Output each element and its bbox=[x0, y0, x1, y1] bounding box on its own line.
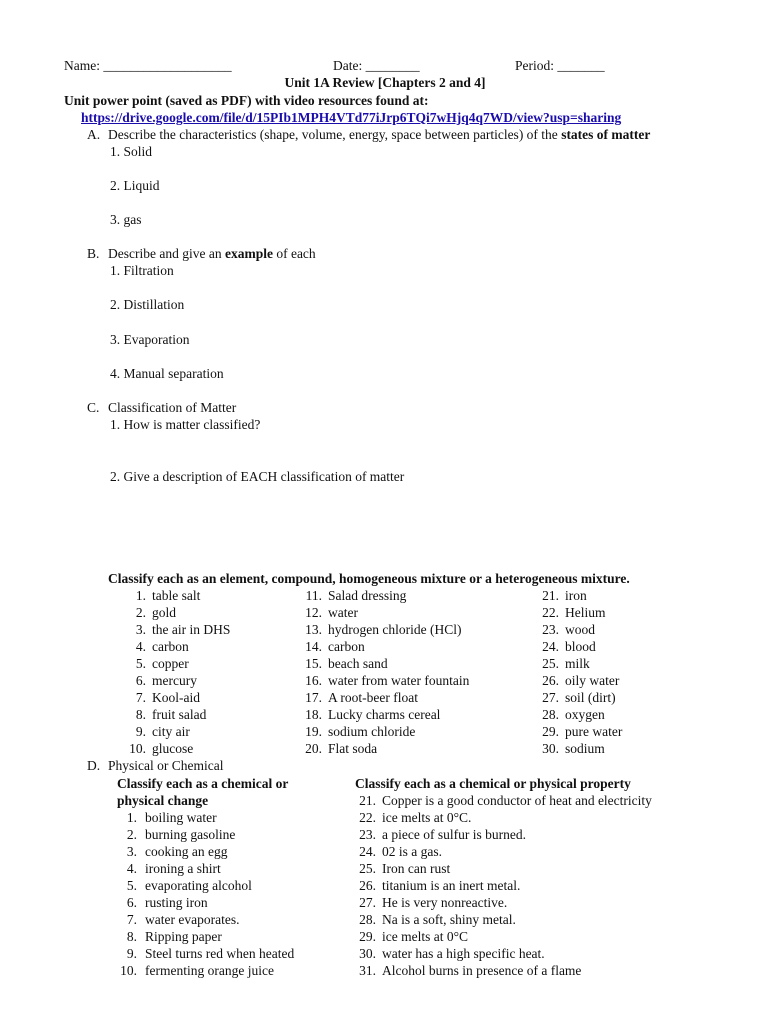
item-number: 13. bbox=[305, 622, 322, 637]
item-text: Copper is a good conductor of heat and electricity bbox=[382, 793, 652, 808]
item-text: water bbox=[328, 605, 358, 620]
item-text: titanium is an inert metal. bbox=[382, 878, 521, 893]
list-item bbox=[302, 587, 469, 604]
section-b-prompt-bold: example bbox=[224, 246, 273, 261]
list-item bbox=[302, 655, 469, 672]
list-item bbox=[302, 706, 469, 723]
item-text: sodium bbox=[565, 741, 605, 756]
item-text: ice melts at 0°C. bbox=[382, 810, 472, 825]
item-number: 25. bbox=[542, 656, 559, 671]
section-a-prompt-text: Describe the characteristics (shape, volume, energy, space between particles) of the bbox=[108, 127, 562, 142]
item-number: 5. bbox=[126, 878, 137, 893]
list-item bbox=[128, 672, 230, 689]
list-item bbox=[128, 706, 230, 723]
item-text: beach sand bbox=[328, 656, 388, 671]
list-item bbox=[539, 655, 622, 672]
list-item bbox=[539, 740, 622, 757]
list-item bbox=[356, 877, 652, 894]
list-item bbox=[539, 587, 622, 604]
item-number: 24. bbox=[359, 844, 376, 859]
item-number: 7. bbox=[126, 912, 137, 927]
item-text: milk bbox=[565, 656, 590, 671]
item-number: 8. bbox=[135, 707, 146, 722]
item-number: 25. bbox=[359, 861, 376, 876]
item-number: 21. bbox=[359, 793, 376, 808]
section-d-letter: D. bbox=[87, 758, 101, 773]
list-item bbox=[302, 638, 469, 655]
section-b-item: 3. Evaporation bbox=[110, 332, 190, 347]
name-field: Name: ___________________ bbox=[64, 58, 232, 73]
list-item bbox=[356, 792, 652, 809]
item-number: 22. bbox=[542, 605, 559, 620]
item-text: iron bbox=[565, 588, 587, 603]
list-item bbox=[128, 655, 230, 672]
section-c-letter: C. bbox=[87, 400, 100, 415]
resources-note: Unit power point (saved as PDF) with video resources found at: bbox=[64, 93, 429, 108]
item-text: Iron can rust bbox=[382, 861, 451, 876]
list-item bbox=[356, 826, 652, 843]
item-text: sodium chloride bbox=[328, 724, 416, 739]
list-item bbox=[128, 723, 230, 740]
section-c-item: 1. How is matter classified? bbox=[110, 417, 261, 432]
classify-column-3 bbox=[539, 587, 622, 757]
item-number: 30. bbox=[359, 946, 376, 961]
item-text: oily water bbox=[565, 673, 620, 688]
list-item bbox=[539, 621, 622, 638]
list-item bbox=[119, 962, 294, 979]
item-text: carbon bbox=[328, 639, 365, 654]
list-item bbox=[302, 723, 469, 740]
item-number: 23. bbox=[359, 827, 376, 842]
item-text: blood bbox=[565, 639, 596, 654]
item-text: He is very nonreactive. bbox=[382, 895, 508, 910]
item-number: 26. bbox=[542, 673, 559, 688]
item-number: 24. bbox=[542, 639, 559, 654]
section-b-item: 2. Distillation bbox=[110, 297, 185, 312]
item-text: ironing a shirt bbox=[145, 861, 221, 876]
list-item bbox=[119, 911, 294, 928]
list-item bbox=[119, 945, 294, 962]
item-text: hydrogen chloride (HCl) bbox=[328, 622, 462, 637]
item-number: 28. bbox=[542, 707, 559, 722]
item-number: 26. bbox=[359, 878, 376, 893]
section-a-letter: A. bbox=[87, 127, 101, 142]
item-number: 17. bbox=[305, 690, 322, 705]
item-text: Steel turns red when heated bbox=[145, 946, 295, 961]
item-text: oxygen bbox=[565, 707, 605, 722]
list-item bbox=[119, 843, 294, 860]
item-text: evaporating alcohol bbox=[145, 878, 252, 893]
list-item bbox=[356, 911, 652, 928]
section-b-prompt-text: Describe and give an bbox=[108, 246, 225, 261]
list-item bbox=[356, 894, 652, 911]
item-text: Salad dressing bbox=[328, 588, 407, 603]
item-text: Alcohol burns in presence of a flame bbox=[382, 963, 582, 978]
item-number: 10. bbox=[129, 741, 146, 756]
section-c-prompt: Classification of Matter bbox=[108, 400, 237, 415]
item-text: water evaporates. bbox=[145, 912, 240, 927]
item-number: 23. bbox=[542, 622, 559, 637]
item-text: Kool-aid bbox=[152, 690, 200, 705]
classify-column-1 bbox=[128, 587, 230, 757]
item-number: 1. bbox=[126, 810, 137, 825]
item-text: Ripping paper bbox=[145, 929, 222, 944]
list-item bbox=[128, 621, 230, 638]
item-number: 11. bbox=[305, 588, 322, 603]
item-number: 9. bbox=[135, 724, 146, 739]
item-number: 19. bbox=[305, 724, 322, 739]
item-text: Flat soda bbox=[328, 741, 378, 756]
list-item bbox=[356, 945, 652, 962]
item-text: cooking an egg bbox=[145, 844, 228, 859]
date-field: Date: ________ bbox=[333, 58, 420, 73]
item-number: 1. bbox=[135, 588, 146, 603]
item-text: fruit salad bbox=[152, 707, 207, 722]
item-text: gold bbox=[152, 605, 177, 620]
item-text: ice melts at 0°C bbox=[382, 929, 469, 944]
item-text: A root-beer float bbox=[328, 690, 418, 705]
item-text: a piece of sulfur is burned. bbox=[382, 827, 526, 842]
list-item bbox=[539, 689, 622, 706]
item-number: 29. bbox=[542, 724, 559, 739]
list-item bbox=[128, 604, 230, 621]
list-item bbox=[302, 604, 469, 621]
item-number: 15. bbox=[305, 656, 322, 671]
item-number: 30. bbox=[542, 741, 559, 756]
item-number: 31. bbox=[359, 963, 376, 978]
list-item bbox=[128, 638, 230, 655]
list-item bbox=[539, 672, 622, 689]
item-text: burning gasoline bbox=[145, 827, 236, 842]
item-text: 02 is a gas. bbox=[382, 844, 442, 859]
item-number: 8. bbox=[126, 929, 137, 944]
item-number: 2. bbox=[126, 827, 137, 842]
item-text: mercury bbox=[152, 673, 197, 688]
item-text: soil (dirt) bbox=[565, 690, 616, 705]
list-item bbox=[356, 809, 652, 826]
section-a-item: 2. Liquid bbox=[110, 178, 160, 193]
item-number: 21. bbox=[542, 588, 559, 603]
list-item bbox=[128, 587, 230, 604]
list-item bbox=[356, 860, 652, 877]
item-number: 6. bbox=[126, 895, 137, 910]
item-number: 16. bbox=[305, 673, 322, 688]
list-item bbox=[302, 740, 469, 757]
list-item bbox=[302, 672, 469, 689]
list-item bbox=[119, 809, 294, 826]
item-number: 2. bbox=[135, 605, 146, 620]
section-b-item: 1. Filtration bbox=[110, 263, 174, 278]
section-b-item: 4. Manual separation bbox=[110, 366, 224, 381]
list-item bbox=[539, 638, 622, 655]
section-a-prompt-bold: states of matter bbox=[561, 127, 651, 142]
item-number: 29. bbox=[359, 929, 376, 944]
item-text: Na is a soft, shiny metal. bbox=[382, 912, 516, 927]
section-a-prompt bbox=[108, 126, 650, 143]
item-number: 18. bbox=[305, 707, 322, 722]
item-number: 14. bbox=[305, 639, 322, 654]
section-b-prompt-end: of each bbox=[272, 246, 316, 261]
item-text: table salt bbox=[152, 588, 201, 603]
item-text: the air in DHS bbox=[152, 622, 231, 637]
list-item bbox=[128, 740, 230, 757]
item-number: 4. bbox=[135, 639, 146, 654]
item-text: boiling water bbox=[145, 810, 217, 825]
item-number: 3. bbox=[135, 622, 146, 637]
classify-heading: Classify each as an element, compound, homogeneous mixture or a heterogeneous mixture. bbox=[108, 571, 630, 586]
item-number: 4. bbox=[126, 861, 137, 876]
item-number: 20. bbox=[305, 741, 322, 756]
item-text: glucose bbox=[152, 741, 194, 756]
item-text: pure water bbox=[565, 724, 623, 739]
section-a-item: 3. gas bbox=[110, 212, 142, 227]
period-field: Period: _______ bbox=[515, 58, 605, 73]
resources-link[interactable]: https://drive.google.com/file/d/15PIb1MPH4VTd77iJrp6TQi7wHjq4q7WD/view?usp=sharing bbox=[81, 110, 622, 125]
changes-list bbox=[119, 809, 294, 979]
item-number: 9. bbox=[126, 946, 137, 961]
item-text: rusting iron bbox=[145, 895, 208, 910]
page-title: Unit 1A Review [Chapters 2 and 4] bbox=[284, 75, 486, 90]
section-d-prompt: Physical or Chemical bbox=[108, 758, 224, 773]
item-number: 6. bbox=[135, 673, 146, 688]
section-c-item: 2. Give a description of EACH classification of matter bbox=[110, 469, 405, 484]
list-item bbox=[119, 928, 294, 945]
list-item bbox=[119, 826, 294, 843]
list-item bbox=[356, 928, 652, 945]
item-number: 12. bbox=[305, 605, 322, 620]
item-number: 10. bbox=[120, 963, 137, 978]
item-number: 27. bbox=[542, 690, 559, 705]
list-item bbox=[302, 689, 469, 706]
item-text: wood bbox=[565, 622, 595, 637]
list-item bbox=[539, 706, 622, 723]
item-text: city air bbox=[152, 724, 190, 739]
item-text: water from water fountain bbox=[328, 673, 470, 688]
list-item bbox=[356, 843, 652, 860]
item-number: 28. bbox=[359, 912, 376, 927]
list-item bbox=[128, 689, 230, 706]
item-text: Lucky charms cereal bbox=[328, 707, 441, 722]
classify-column-2 bbox=[302, 587, 469, 757]
section-b-letter: B. bbox=[87, 246, 100, 261]
item-number: 7. bbox=[135, 690, 146, 705]
list-item bbox=[119, 894, 294, 911]
properties-list bbox=[356, 792, 652, 979]
item-number: 27. bbox=[359, 895, 376, 910]
section-a-item: 1. Solid bbox=[110, 144, 153, 159]
changes-heading-line2: physical change bbox=[117, 793, 209, 808]
item-text: carbon bbox=[152, 639, 189, 654]
item-text: Helium bbox=[565, 605, 606, 620]
list-item bbox=[539, 723, 622, 740]
item-text: water has a high specific heat. bbox=[382, 946, 545, 961]
list-item bbox=[119, 860, 294, 877]
item-text: copper bbox=[152, 656, 189, 671]
section-b-prompt bbox=[108, 245, 316, 262]
list-item bbox=[302, 621, 469, 638]
item-number: 5. bbox=[135, 656, 146, 671]
list-item bbox=[356, 962, 652, 979]
item-text: fermenting orange juice bbox=[145, 963, 274, 978]
list-item bbox=[119, 877, 294, 894]
changes-heading: Classify each as a chemical or bbox=[117, 776, 289, 791]
properties-heading: Classify each as a chemical or physical property bbox=[355, 776, 631, 791]
item-number: 3. bbox=[126, 844, 137, 859]
item-number: 22. bbox=[359, 810, 376, 825]
list-item bbox=[539, 604, 622, 621]
